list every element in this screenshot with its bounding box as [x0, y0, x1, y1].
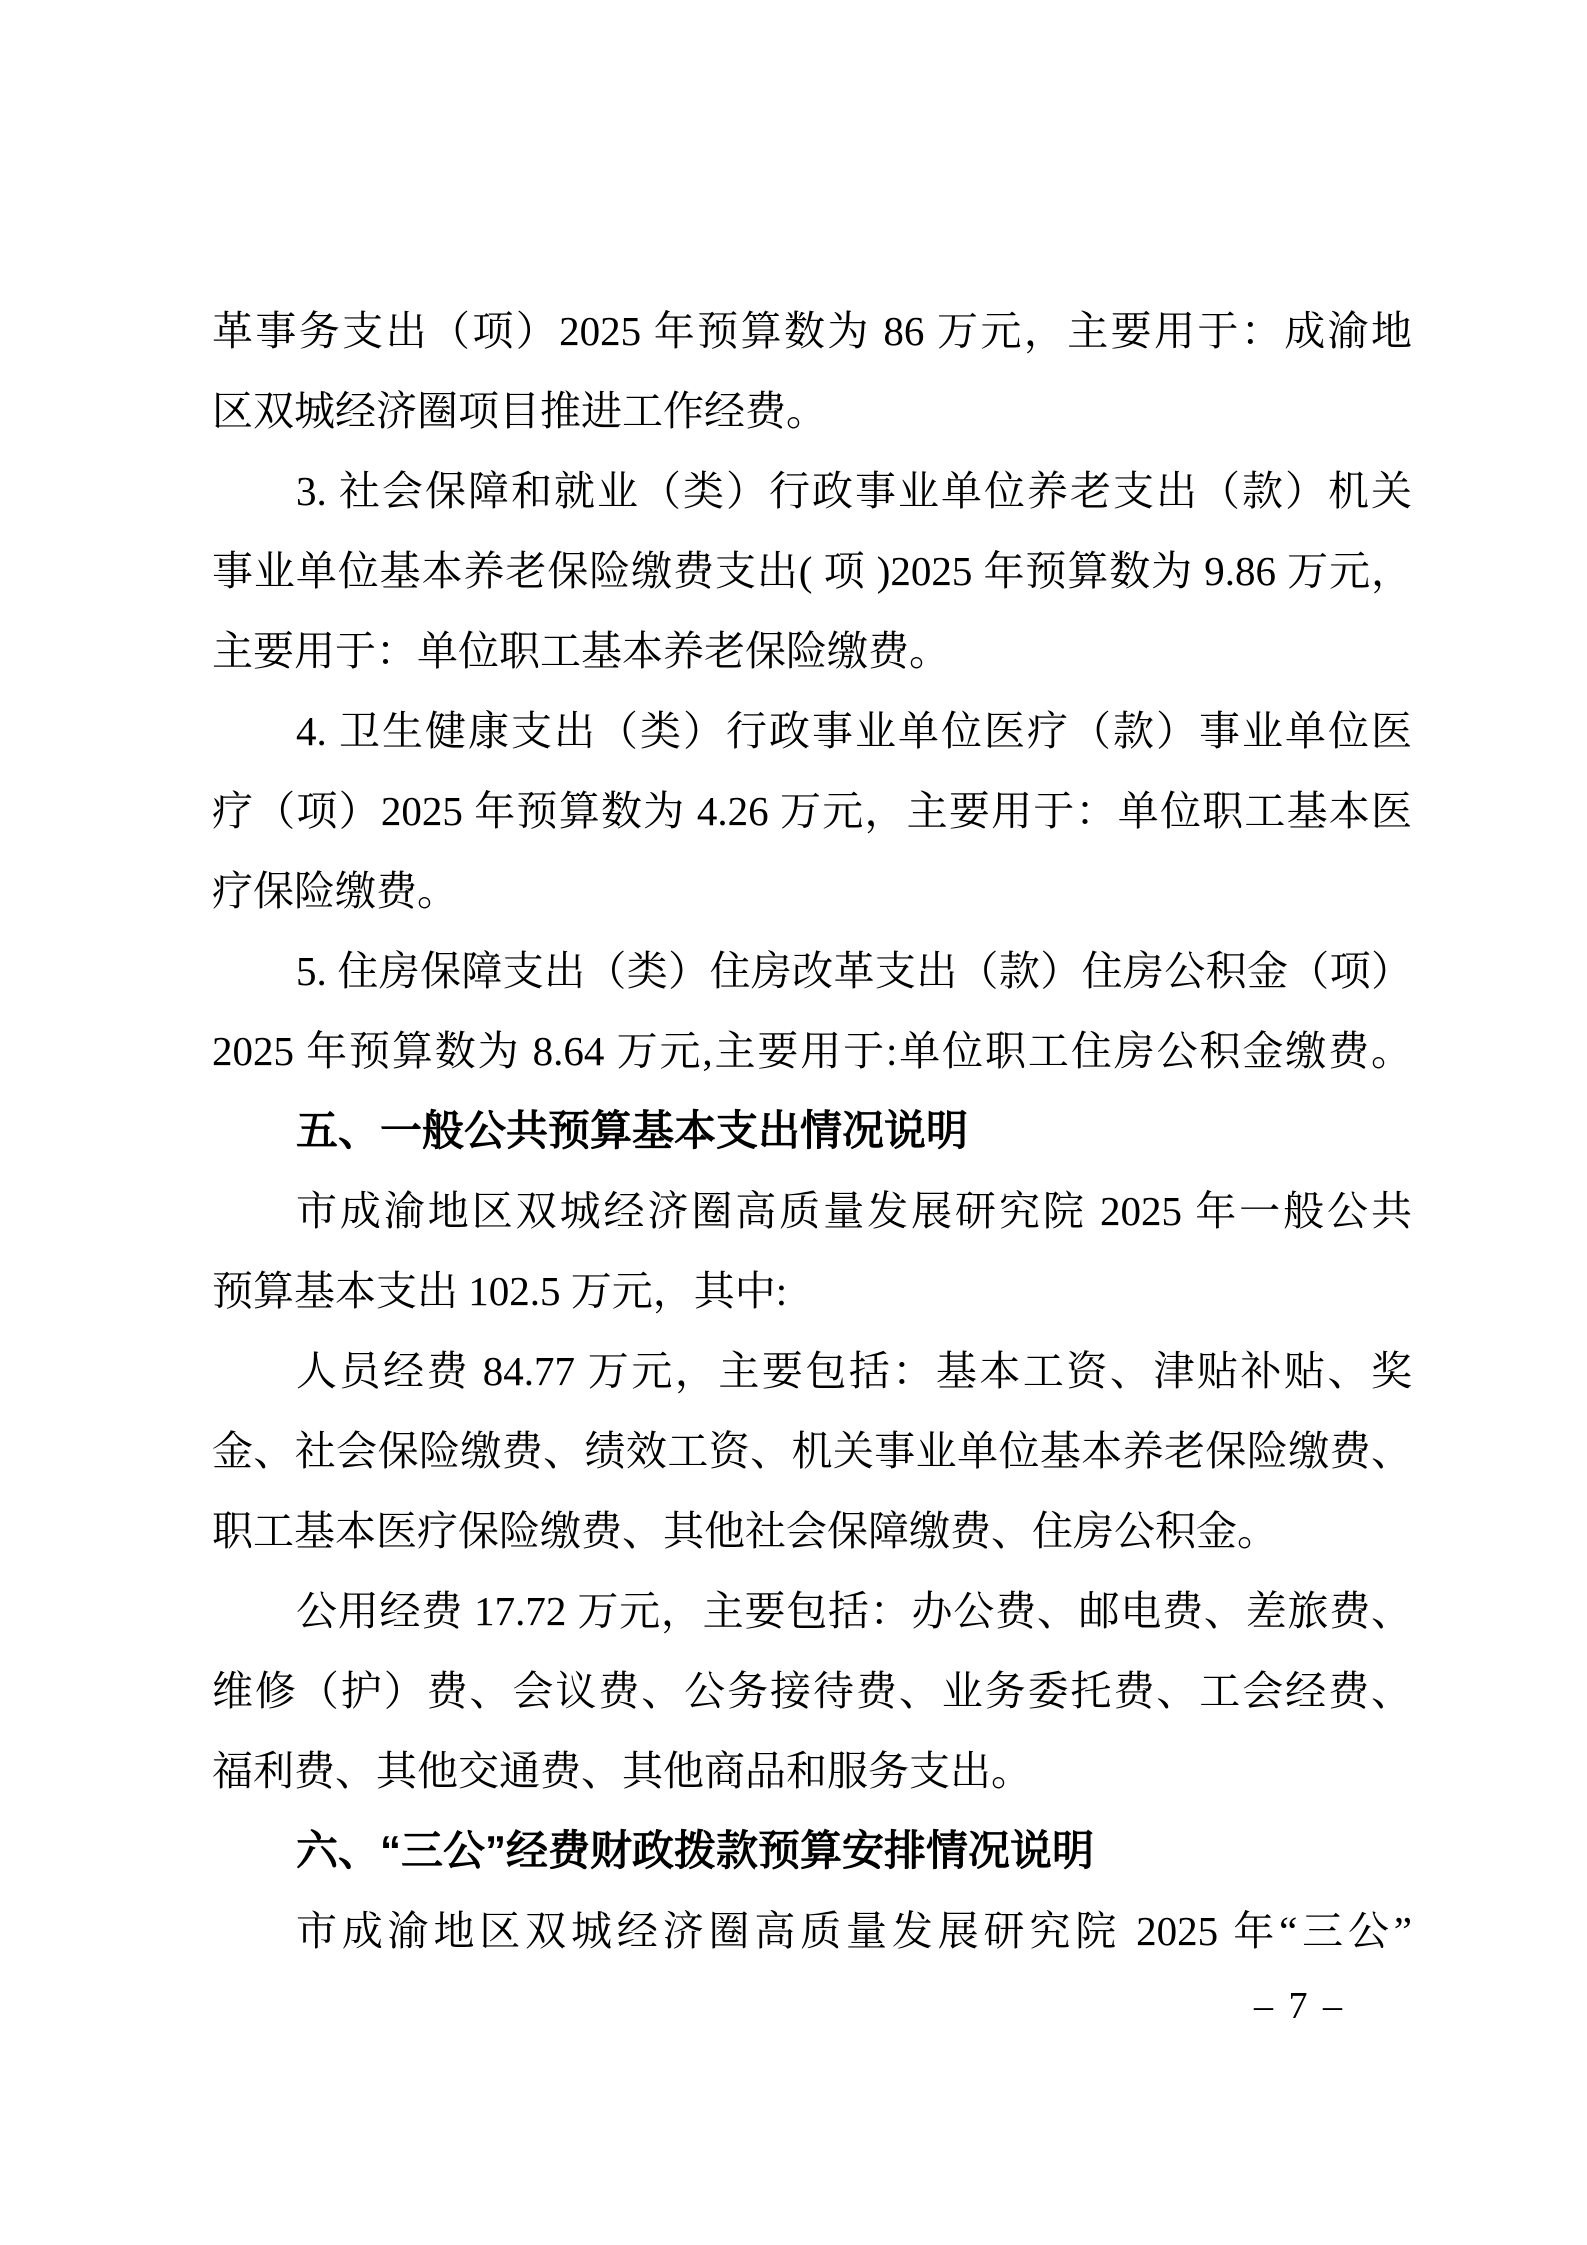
text-line: 2025 年预算数为 8.64 万元,主要用于:单位职工住房公积金缴费。	[212, 1028, 1412, 1074]
text-line: 市成渝地区双城经济圈高质量发展研究院 2025 年“三公”	[296, 1908, 1412, 1954]
text-line: 事业单位基本养老保险缴费支出( 项 )2025 年预算数为 9.86 万元，	[212, 548, 1412, 594]
text-line: 职工基本医疗保险缴费、其他社会保障缴费、住房公积金。	[212, 1508, 1278, 1554]
document-text	[212, 291, 1412, 1971]
text-line: 4. 卫生健康支出（类）行政事业单位医疗（款）事业单位医	[296, 708, 1412, 754]
text-line: 区双城经济圈项目推进工作经费。	[212, 388, 827, 434]
section-heading: 五、一般公共预算基本支出情况说明	[296, 1107, 969, 1154]
text-line: 预算基本支出 102.5 万元，其中:	[212, 1268, 788, 1314]
page-number: – 7 –	[1254, 1985, 1345, 2027]
text-line: 疗保险缴费。	[212, 868, 458, 914]
text-line: 金、社会保险缴费、绩效工资、机关事业单位基本养老保险缴费、	[212, 1428, 1412, 1474]
section-heading: 六、“三公”经费财政拨款预算安排情况说明	[296, 1827, 1095, 1874]
text-line: 人员经费 84.77 万元，主要包括：基本工资、津贴补贴、奖	[296, 1348, 1412, 1394]
text-line: 市成渝地区双城经济圈高质量发展研究院 2025 年一般公共	[296, 1188, 1412, 1234]
text-line: 革事务支出（项）2025 年预算数为 86 万元，主要用于：成渝地	[212, 308, 1412, 354]
text-line: 3. 社会保障和就业（类）行政事业单位养老支出（款）机关	[296, 468, 1412, 514]
text-line: 福利费、其他交通费、其他商品和服务支出。	[212, 1748, 1032, 1794]
text-line: 5. 住房保障支出（类）住房改革支出（款）住房公积金（项）	[296, 948, 1412, 994]
text-line: 疗（项）2025 年预算数为 4.26 万元，主要用于：单位职工基本医	[212, 788, 1412, 834]
text-line: 维修（护）费、会议费、公务接待费、业务委托费、工会经费、	[212, 1668, 1412, 1714]
text-line: 主要用于：单位职工基本养老保险缴费。	[212, 628, 950, 674]
text-line: 公用经费 17.72 万元，主要包括：办公费、邮电费、差旅费、	[296, 1588, 1412, 1634]
